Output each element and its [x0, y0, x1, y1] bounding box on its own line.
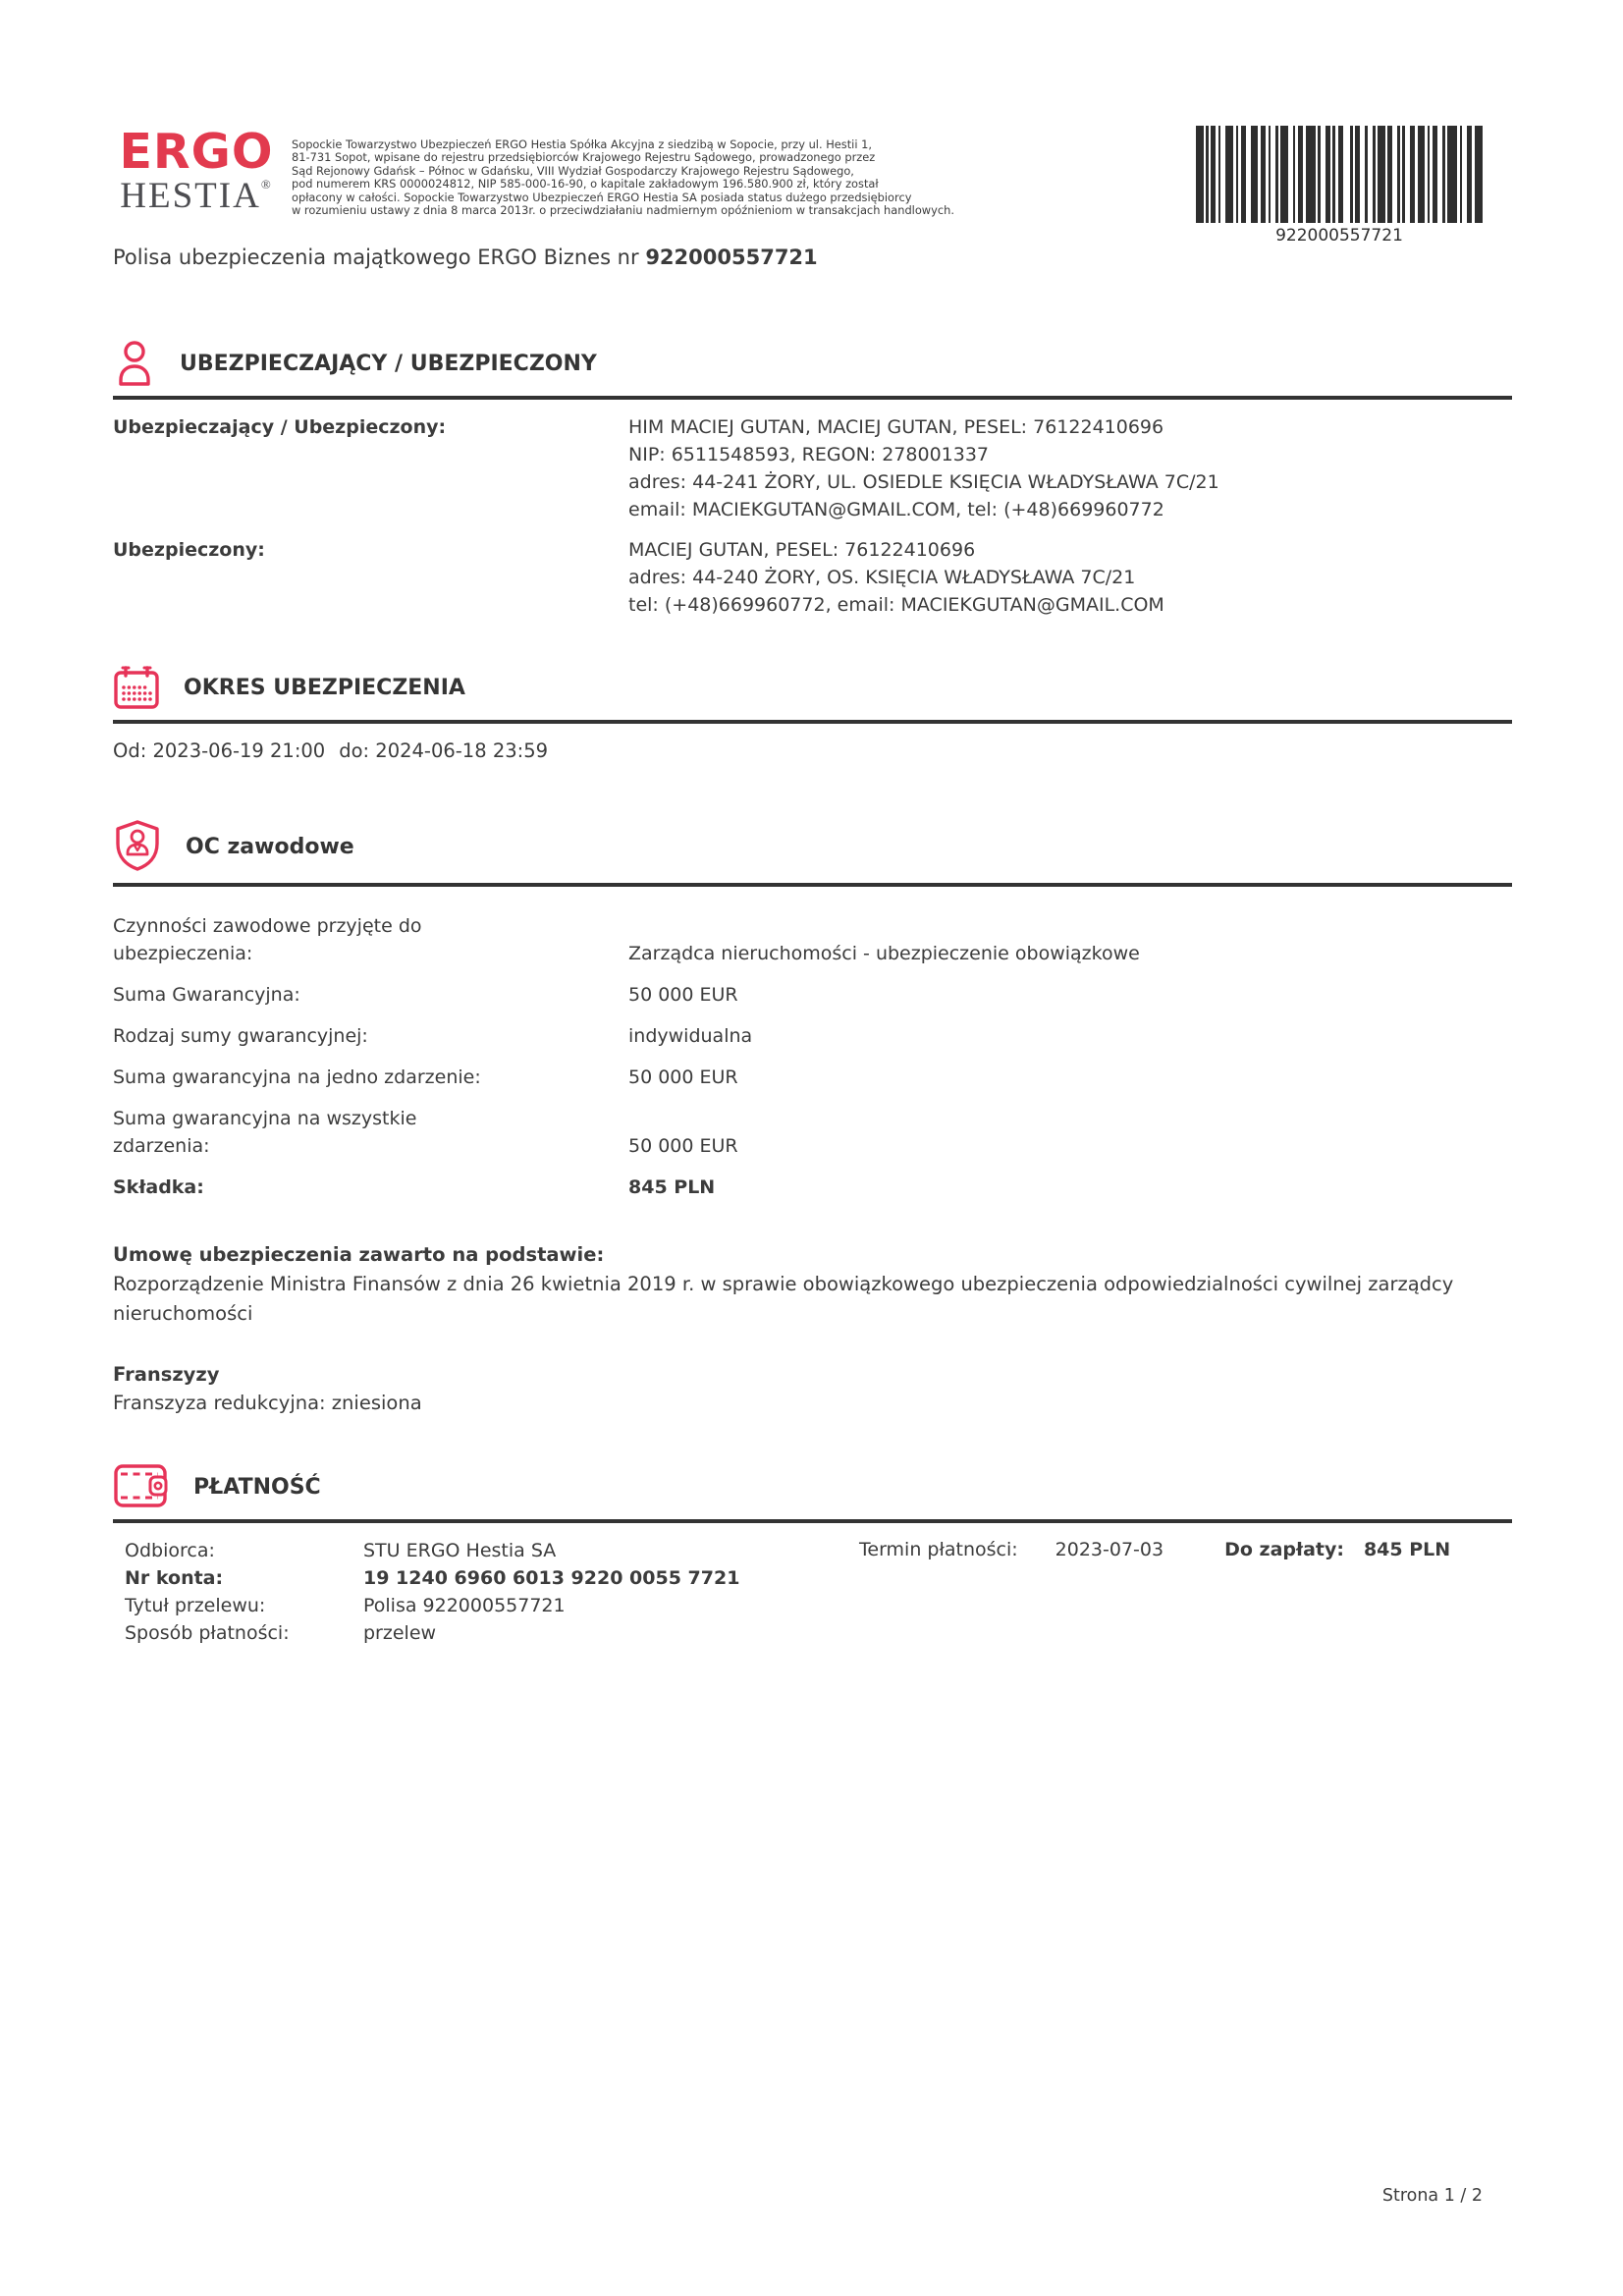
company-info-line: Sąd Rejonowy Gdańsk – Północ w Gdańsku, VIII Wydział Gospodarczy Krajowego Rejestru Sądowego, [292, 163, 854, 178]
field-value: MACIEJ GUTAN, PESEL: 76122410696 adres: 44-240 ŻORY, OS. KSIĘCIA WŁADYSŁAWA 7C/21 tel: (+48)669960772, email: MACIEKGUTAN@GMAIL.COM [628, 539, 1164, 616]
field-value: indywidualna [628, 1025, 753, 1047]
logo-ergo-text: ERGO [119, 124, 274, 180]
field-label: Tytuł przelewu: [125, 1595, 266, 1616]
period-to: do: 2024-06-18 23:59 [339, 739, 549, 762]
section-period [113, 664, 1512, 762]
contract-basis [113, 1240, 1512, 1329]
page-indicator: Strona 1 / 2 [1381, 2186, 1483, 2206]
insured-row [113, 536, 1512, 619]
field-label: Suma gwarancyjna na jedno zdarzenie: [113, 1066, 481, 1088]
premium-label: Składka: [113, 1176, 204, 1198]
oc-row [113, 1064, 1512, 1091]
insured-row [113, 413, 1512, 523]
field-value: STU ERGO Hestia SA [363, 1540, 557, 1561]
period-from: Od: 2023-06-19 21:00 [113, 739, 326, 762]
account-number-value: 19 1240 6960 6013 9220 0055 7721 [363, 1567, 740, 1589]
barcode-number: 922000557721 [1275, 226, 1403, 246]
insurance-period-value [113, 724, 1512, 762]
wallet-icon [113, 1463, 170, 1510]
field-label: Ubezpieczający / Ubezpieczony: [113, 416, 447, 438]
shield-person-icon [113, 819, 162, 874]
payment-row-account [125, 1564, 1512, 1592]
field-label: Sposób płatności: [125, 1622, 290, 1644]
logo-hestia-text: HESTIA® [120, 176, 273, 216]
field-label: Suma Gwarancyjna: [113, 984, 300, 1006]
oc-row [113, 1022, 1512, 1050]
due-date-value: 2023-07-03 [1055, 1539, 1164, 1560]
account-number-label: Nr konta: [125, 1567, 224, 1589]
premium-value: 845 PLN [628, 1176, 716, 1198]
company-info-line: Sopockie Towarzystwo Ubezpieczeń ERGO Hestia Spółka Akcyjna z siedzibą w Sopocie, przy ul. Hestii 1, [292, 137, 872, 151]
payment-row [125, 1619, 1512, 1647]
franchises-text: Franszyza redukcyjna: zniesiona [113, 1392, 422, 1414]
field-value: 50 000 EUR [628, 984, 738, 1006]
barcode-bars [1196, 126, 1483, 223]
field-value: Zarządca nieruchomości - ubezpieczenie obowiązkowe [628, 943, 1140, 964]
section-oc-title: OC zawodowe [186, 834, 354, 859]
oc-row [113, 981, 1512, 1009]
field-value: przelew [363, 1622, 437, 1644]
section-oc [113, 819, 1512, 1417]
person-icon [113, 340, 156, 387]
franchises [113, 1360, 1512, 1417]
contract-basis-title: Umowę ubezpieczenia zawarto na podstawie: [113, 1243, 605, 1266]
barcode [1196, 126, 1483, 246]
ergo-hestia-logo [98, 124, 295, 216]
oc-row [113, 912, 1512, 967]
document-title: Polisa ubezpieczenia majątkowego ERGO Biznes nr 922000557721 [113, 246, 818, 269]
field-value: 50 000 EUR [628, 1066, 738, 1088]
section-period-title: OKRES UBEZPIECZENIA [184, 675, 465, 700]
field-label: Czynności zawodowe przyjęte do ubezpieczenia: [113, 915, 422, 964]
field-value: Polisa 922000557721 [363, 1595, 566, 1616]
section-insured [113, 340, 1512, 631]
company-info-line: 81-731 Sopot, wpisane do rejestru przedsiębiorców Krajowego Rejestru Sądowego, prowadzonego przez [292, 150, 876, 165]
company-legal-info [292, 138, 1003, 217]
contract-basis-text: Rozporządzenie Ministra Finansów z dnia 26 kwietnia 2019 r. w sprawie obowiązkowego ubezpieczenia odpowiedzialności cywilnej zarządcy nieruchomości [113, 1273, 1454, 1325]
field-label: Odbiorca: [125, 1540, 215, 1561]
field-value: HIM MACIEJ GUTAN, MACIEJ GUTAN, PESEL: 76122410696 NIP: 6511548593, REGON: 278001337 adres: 44-241 ŻORY, UL. OSIEDLE KSIĘCIA WŁADYSŁAWA 7C/21 email: MACIEKGUTAN@GMAIL.COM, tel: (+48)669960772 [628, 416, 1219, 520]
payment-due-row [859, 1539, 1450, 1560]
amount-due-label: Do zapłaty: [1224, 1539, 1344, 1560]
calendar-icon [113, 664, 160, 711]
due-date-label: Termin płatności: [859, 1539, 1018, 1560]
company-info-line: opłacony w całości. Sopockie Towarzystwo Ubezpieczeń ERGO Hestia SA posiada status dużego przedsiębiorcy [292, 190, 912, 204]
section-insured-title: UBEZPIECZAJĄCY / UBEZPIECZONY [180, 351, 597, 376]
section-payment [113, 1463, 1512, 1647]
field-value: 50 000 EUR [628, 1135, 738, 1157]
registered-trademark-symbol: ® [260, 177, 273, 191]
field-label: Suma gwarancyjna na wszystkie zdarzenia: [113, 1108, 417, 1157]
oc-row [113, 1105, 1512, 1160]
oc-row-premium [113, 1174, 1512, 1201]
field-label: Rodzaj sumy gwarancyjnej: [113, 1025, 368, 1047]
company-info-line: w rozumieniu ustawy z dnia 8 marca 2013r. o przeciwdziałaniu nadmiernym opóźnieniom w transakcjach handlowych. [292, 203, 954, 218]
franchises-title: Franszyzy [113, 1363, 220, 1386]
amount-due-value: 845 PLN [1363, 1539, 1451, 1560]
payment-row [125, 1592, 1512, 1619]
field-label: Ubezpieczony: [113, 539, 265, 561]
policy-number: 922000557721 [645, 246, 818, 269]
company-info-line: pod numerem KRS 0000024812, NIP 585-000-16-90, o kapitale zakładowym 196.580.900 zł, który został [292, 177, 879, 191]
section-payment-title: PŁATNOŚĆ [193, 1474, 321, 1500]
